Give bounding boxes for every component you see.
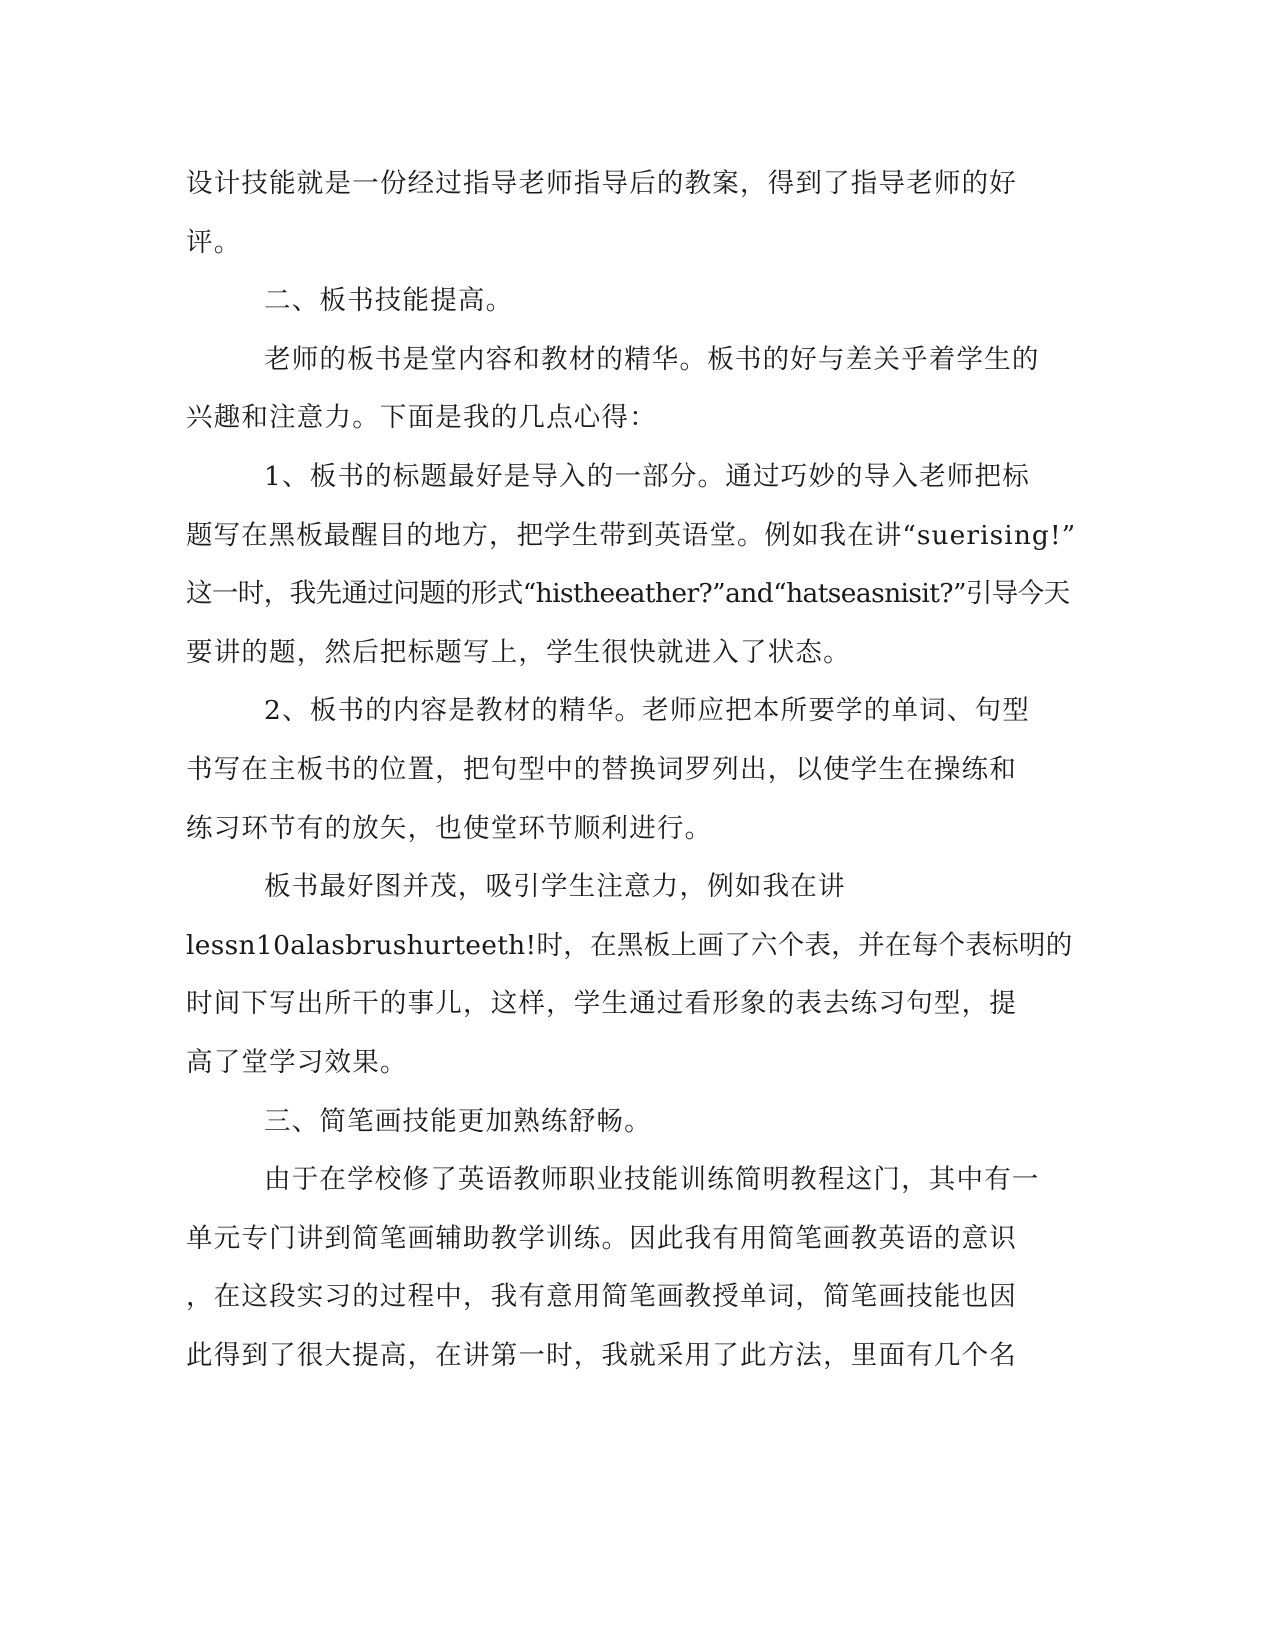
paragraph-start: 2、板书的内容是教材的精华。老师应把本所要学的单词、句型 bbox=[264, 695, 1030, 727]
text-line: 这一时，我先通过问题的形式“histheeather?”and“hatseasnisit?”引导今天 bbox=[186, 578, 1070, 610]
text-line: 评。 bbox=[186, 226, 242, 258]
document-body bbox=[186, 155, 1076, 1385]
paragraph-start: 老师的板书是堂内容和教材的精华。板书的好与差关乎着学生的 bbox=[264, 343, 1040, 375]
paragraph-start: 板书最好图并茂，吸引学生注意力，例如我在讲 bbox=[264, 871, 846, 903]
section-heading: 三、简笔画技能更加熟练舒畅。 bbox=[264, 1105, 652, 1137]
text-line: 单元专门讲到简笔画辅助教学训练。因此我有用简笔画教英语的意识 bbox=[186, 1222, 1017, 1254]
text-line: lessn10alasbrushurteeth!时，在黑板上画了六个表，并在每个表标明的 bbox=[186, 929, 1073, 961]
text-line: 高了堂学习效果。 bbox=[186, 1046, 408, 1078]
paragraph-start: 由于在学校修了英语教师职业技能训练简明教程这门，其中有一 bbox=[264, 1164, 1040, 1196]
text-line: 设计技能就是一份经过指导老师指导后的教案，得到了指导老师的好 bbox=[186, 168, 1017, 199]
text-line: 书写在主板书的位置，把句型中的替换词罗列出，以使学生在操练和 bbox=[186, 753, 1017, 785]
paragraph-start: 1、板书的标题最好是导入的一部分。通过巧妙的导入老师把标 bbox=[264, 460, 1030, 492]
text-line: ，在这段实习的过程中，我有意用简笔画教授单词，简笔画技能也因 bbox=[186, 1281, 1017, 1313]
text-line: 要讲的题，然后把标题写上，学生很快就进入了状态。 bbox=[186, 636, 851, 668]
text-line: 时间下写出所干的事儿，这样，学生通过看形象的表去练习句型，提 bbox=[186, 988, 1017, 1020]
text-line: 题写在黑板最醒目的地方，把学生带到英语堂。例如我在讲“suerising!” bbox=[186, 519, 1077, 551]
text-line: 此得到了很大提高，在讲第一时，我就采用了此方法，里面有几个名 bbox=[186, 1339, 1017, 1371]
text-line: 练习环节有的放矢，也使堂环节顺利进行。 bbox=[186, 812, 713, 844]
text-line: 兴趣和注意力。下面是我的几点心得： bbox=[186, 402, 657, 434]
section-heading: 二、板书技能提高。 bbox=[264, 285, 514, 317]
